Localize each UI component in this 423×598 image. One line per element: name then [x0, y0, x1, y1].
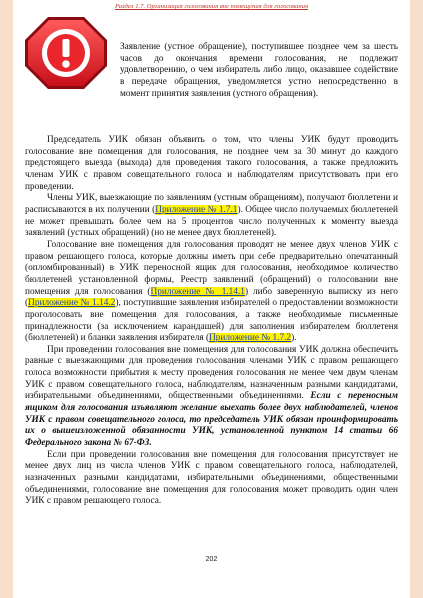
document-body: [25, 135, 398, 508]
page-number: 202: [205, 556, 218, 563]
paragraph: Председатель УИК обязан объявить о том, что члены УИК будут проводить голосование вне помещения для голосования, не позднее чем за 30 минут до каждого предстоящего выезда (выхода) для проведения такого голосования, а также предложить членам УИК с правом совещательного голоса и наблюдателям присутствовать при его проведении.: [25, 135, 398, 192]
appendix-link[interactable]: Приложение № 1.7.2: [209, 333, 292, 344]
bold-italic-note: Если с переносным ящиком для голосования изъявляют желание выехать более двух наблюдателей, членов УИК с правом совещательного голоса, то председатель УИК обязан проинформировать их о вышеизложенной обязанности УИК, установленной пунктом 14 статьи 66 Федерального закона № 67-ФЗ.: [25, 391, 398, 449]
paragraph: Голосование вне помещения для голосования проводят не менее двух членов УИК с правом решающего голоса, которые должны иметь при себе предварительно опечатанный (опломбированный) в УИК переносной ящик для голосования, необходимое количество бюллетеней установленной формы, Реестр заявлений (обращений) о голосовании вне помещения для голосования (Приложение № 1.14.1) либо заверенную выписку из него (Приложение № 1.14.2), поступившие заявления избирателей о предоставлении возможности проголосовать вне помещения для голосования, а также необходимые письменные принадлежности (за исключением карандашей) для заполнения избирателем бюллетеня (бюллетеней) и бланки заявления избирателя (Приложение № 1.7.2).: [25, 239, 398, 344]
right-border-strip: [410, 0, 423, 598]
paragraph: Если при проведении голосования вне помещения для голосования присутствует не менее двух лиц из числа членов УИК с правом совещательного голоса, наблюдателей, назначенных разными кандидатами, избирательными объединениями, общественными объединениями, голосование вне помещения для голосования может проводить один член УИК с правом решающего голоса.: [25, 449, 398, 507]
appendix-link[interactable]: Приложение № 1.14.1: [150, 286, 245, 297]
paragraph: Члены УИК, выезжающие по заявлениям (устным обращениям), получают бюллетени и расписываются в их получении (Приложение № 1.7.1). Общее число получаемых бюллетеней не может превышать более чем на 5 процентов число полученных к моменту выезда заявлений (устных обращений) (но не менее двух бюллетеней).: [25, 193, 399, 239]
paragraph: При проведении голосования вне помещения для голосования УИК должна обеспечить равные с выезжающими для проведения голосования членами УИК с правом решающего голоса возможности прибытия к месту проведения голосования не менее чем двум членам УИК с правом совещательного голоса, наблюдателям, назначенным разными кандидатами, избирательными объединениями, общественными объединениями. Если с переносным ящиком для голосования изъявляют желание выехать более двух наблюдателей, членов УИК с правом совещательного голоса, то председатель УИК обязан проинформировать их о вышеизложенной обязанности УИК, установленной пунктом 14 статьи 66 Федерального закона № 67-ФЗ.: [25, 344, 398, 449]
left-border-strip: [0, 0, 13, 598]
warning-callout-text: Заявление (устное обращение), поступившее позднее чем за шесть часов до окончания времени голосования, не подлежит удовлетворению, о чем избиратель либо лицо, оказавшее содействие в передаче обращения, уведомляется устно непосредственно в момент принятия заявления (устного обращения).: [120, 42, 398, 99]
exclamation-warning-icon: [22, 14, 110, 92]
appendix-link[interactable]: Приложение № 1.14.2: [28, 298, 116, 309]
appendix-link[interactable]: Приложение № 1.7.1: [155, 204, 238, 215]
section-header: Раздел 1.7. Организация голосования вне помещения для голосования: [114, 3, 309, 10]
